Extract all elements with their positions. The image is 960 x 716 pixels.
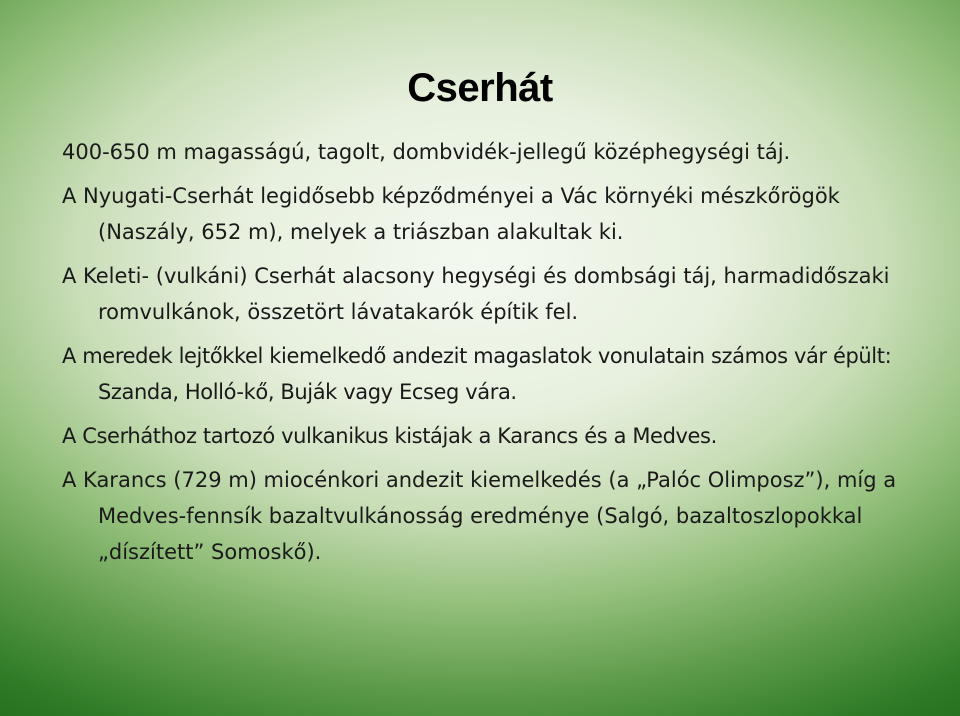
paragraph-2: A Nyugati-Cserhát legidősebb képződményei a Vác környéki mészkőrögök (Naszály, 652 m), melyek a triászban alakultak ki. <box>62 184 840 244</box>
slide-title: Cserhát <box>407 66 553 110</box>
paragraph-3: A Keleti- (vulkáni) Cserhát alacsony hegységi és dombsági táj, harmadidőszaki romvulkánok, összetört lávatakarók építik fel. <box>62 264 890 324</box>
paragraph-6: A Karancs (729 m) miocénkori andezit kiemelkedés (a „Palóc Olimposz”), míg a Medves-fennsík bazaltvulkánosság eredménye (Salgó, bazaltoszlopokkal „díszített” Somoskő). <box>62 468 897 564</box>
paragraph-5: A Cserháthoz tartozó vulkanikus kistájak a Karancs és a Medves. <box>62 424 717 448</box>
slide-body <box>62 134 932 578</box>
paragraph-1: 400-650 m magasságú, tagolt, dombvidék-jellegű középhegységi táj. <box>62 140 791 164</box>
paragraph-4: A meredek lejtőkkel kiemelkedő andezit magaslatok vonulatain számos vár épült: Szanda, Holló-kő, Buják vagy Ecseg vára. <box>62 344 892 404</box>
